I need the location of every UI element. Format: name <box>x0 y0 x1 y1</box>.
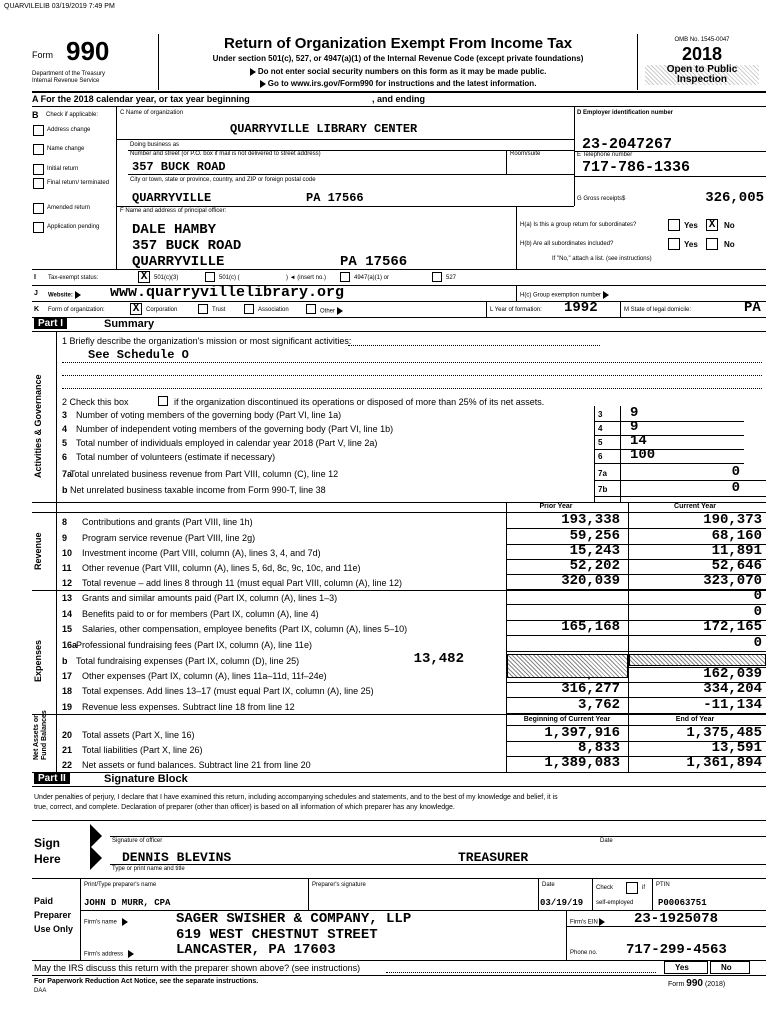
section-b-check-text: Check if applicable: <box>46 112 99 118</box>
arrow-icon <box>599 918 605 926</box>
money-line-text: Other revenue (Part VIII, column (A), lines 5, 6d, 8c, 9c, 10c, and 11e) <box>82 563 361 573</box>
city-label: City or town, state or province, country, and ZIP or foreign postal code <box>130 177 316 183</box>
officer-street: 357 BUCK ROAD <box>132 238 242 254</box>
527-checkbox[interactable] <box>432 272 442 282</box>
gov-box-label: 5 <box>598 438 603 447</box>
sign-arrow-icon <box>90 824 102 848</box>
sign-label: Sign <box>34 836 60 850</box>
boy-value: 8,833 <box>577 740 620 756</box>
here-label: Here <box>34 852 61 866</box>
org-street: 357 BUCK ROAD <box>132 160 226 174</box>
ha-label: H(a) Is this a group return for subordinates? <box>520 222 637 228</box>
form-title: Return of Organization Exempt From Income Tax <box>223 35 573 52</box>
prep-name: JOHN D MURR, CPA <box>84 898 171 908</box>
side-expenses: Expenses <box>33 639 43 682</box>
prior-year-value: 320,039 <box>561 573 620 589</box>
arrow-icon <box>122 918 128 926</box>
section-b-checkbox[interactable] <box>33 164 44 175</box>
year-formed: 1992 <box>564 300 598 316</box>
ha-no-label: No <box>724 221 735 230</box>
section-b-item-label: Final return/ terminated <box>47 180 110 186</box>
gov-value: 0 <box>731 464 740 480</box>
hb-no-checkbox[interactable] <box>706 238 718 250</box>
current-year-value: 172,165 <box>703 619 762 635</box>
room-label: Room/suite <box>510 151 541 157</box>
eoy-header: End of Year <box>675 716 715 723</box>
section-b-checkbox[interactable] <box>33 125 44 136</box>
prior-year-value: 3,762 <box>577 697 620 713</box>
officer-name: DALE HAMBY <box>132 222 217 238</box>
if-label: if <box>642 885 645 891</box>
gov-value: 9 <box>630 419 639 435</box>
gov-value: 14 <box>630 433 647 449</box>
firm-ein: 23-1925078 <box>634 911 719 927</box>
firm-address-1: 619 WEST CHESTNUT STREET <box>176 927 378 943</box>
gov-line-number: b <box>62 485 68 495</box>
discuss-question: May the IRS discuss this return with the preparer shown above? (see instructions) <box>34 963 361 973</box>
type-name-label: Type or print name and title <box>112 866 185 872</box>
arrow-icon <box>603 291 609 299</box>
money-line-text: Total expenses. Add lines 13–17 (must equal Part IX, column (A), line 25) <box>82 686 374 696</box>
money-line-text: Professional fundraising fees (Part IX, column (A), line 11e) <box>76 640 312 650</box>
money-line-number: 11 <box>62 563 72 573</box>
part1-title: Summary <box>104 318 155 330</box>
domicile: PA <box>744 300 761 316</box>
paid-label: Paid <box>34 896 54 906</box>
ein: 23-2047267 <box>582 136 673 153</box>
prep-name-label: Print/Type preparer's name <box>84 882 157 888</box>
gov-line-text: Total unrelated business revenue from Part VIII, column (C), line 12 <box>70 469 339 479</box>
officer-city: QUARRYVILLE <box>132 254 225 270</box>
org-state-zip: PA 17566 <box>306 191 364 205</box>
prior-year-value: 165,168 <box>561 619 620 635</box>
line1-text: 1 Briefly describe the organization's mission or most significant activities: <box>62 336 352 346</box>
current-year-header: Current Year <box>674 503 716 510</box>
print-stamp: QUARVILELIB 03/19/2019 7:49 PM <box>4 3 115 10</box>
current-year-value: 68,160 <box>711 528 762 544</box>
money-line-text: Total fundraising expenses (Part IX, column (D), line 25) <box>76 656 300 666</box>
money-line-number: 15 <box>62 624 73 634</box>
sign-arrow-icon <box>90 846 102 870</box>
firm-name-label: Firm's name <box>84 918 128 926</box>
section-b-checkbox[interactable] <box>33 222 44 233</box>
line-k-text: Form of organization: <box>48 307 105 313</box>
org-name-label: C Name of organization <box>120 110 184 116</box>
prep-date: 03/19/19 <box>540 898 584 908</box>
side-net-assets: Net Assets or Fund Balances <box>33 710 48 760</box>
k-opt-corporation: Corporation <box>146 307 178 313</box>
hb-yes-label: Yes <box>684 240 698 249</box>
website[interactable]: www.quarryvillelibrary.org <box>110 284 345 301</box>
goto-note: Go to www.irs.gov/Form990 for instructions and the latest information. <box>160 79 636 88</box>
501c-label: 501(c) ( <box>219 275 240 281</box>
current-year-value: 0 <box>753 588 762 604</box>
discuss-no-box[interactable]: No <box>710 961 750 974</box>
money-line-text: Total revenue – add lines 8 through 11 (must equal Part VIII, column (A), line 12) <box>82 578 403 588</box>
gov-box-label: 3 <box>598 410 603 419</box>
form-subtitle: Under section 501(c), 527, or 4947(a)(1) of the Internal Revenue Code (except private foundations) <box>212 54 584 63</box>
side-revenue: Revenue <box>33 532 43 570</box>
hc-label: H(c) Group exemption number <box>520 291 609 299</box>
prior-year-value: 15,243 <box>569 543 620 559</box>
501c3-checkbox[interactable]: X <box>138 271 150 283</box>
firm-ein-label: Firm's EIN <box>570 918 605 926</box>
gov-line-number: 7a <box>62 469 73 479</box>
ein-label: D Employer identification number <box>577 110 674 116</box>
perjury-line2: true, correct, and complete. Declaration of preparer (other than officer) is based on all information of which preparer has any knowledge. <box>34 804 455 811</box>
other-checkbox[interactable] <box>306 304 316 314</box>
money-line-text: Salaries, other compensation, employee benefits (Part IX, column (A), lines 5–10) <box>82 624 408 634</box>
section-b-checkbox[interactable] <box>33 144 44 155</box>
prep-sig-label: Preparer's signature <box>312 882 366 888</box>
part2-title: Signature Block <box>104 773 188 785</box>
line-k-label: K <box>34 306 40 313</box>
gov-value: 9 <box>630 405 639 421</box>
firm-phone-label: Phone no. <box>570 950 598 956</box>
money-line-text: Investment income (Part VIII, column (A), lines 3, 4, and 7d) <box>82 548 321 558</box>
sig-date-label: Date <box>600 838 613 844</box>
money-line-text: Other expenses (Part IX, column (A), lines 11a–11d, 11f–24e) <box>82 671 327 681</box>
hb-no-label: No <box>724 240 735 249</box>
money-line-number: 10 <box>62 548 73 558</box>
gov-box-label: 7b <box>598 485 608 494</box>
current-year-value: 0 <box>753 604 762 620</box>
line-a: A For the 2018 calendar year, or tax year beginning <box>32 94 250 104</box>
money-line-text: Contributions and grants (Part VIII, line 1h) <box>82 517 253 527</box>
prep-date-label: Date <box>542 882 555 888</box>
4947-checkbox[interactable] <box>340 272 350 282</box>
section-b-item-label: Application pending <box>47 224 100 230</box>
ssn-note: Do not enter social security numbers on this form as it may be made public. <box>160 67 636 76</box>
gross-label: G Gross receipts$ <box>577 196 626 202</box>
line-j-text: Website: <box>48 291 81 299</box>
money-line-text: Benefits paid to or for members (Part IX, column (A), line 4) <box>82 609 319 619</box>
hb-yes-checkbox[interactable] <box>668 238 680 250</box>
section-b-item-label: Amended return <box>47 205 91 211</box>
ha-yes-label: Yes <box>684 221 698 230</box>
part1-label: Part I <box>34 318 67 329</box>
net-line-number: 22 <box>62 760 73 770</box>
gov-line-text: Number of voting members of the governing body (Part VI, line 1a) <box>76 410 342 420</box>
current-year-value: 323,070 <box>703 573 762 589</box>
current-year-value: 334,204 <box>703 681 762 697</box>
street-label: Number and street (or P.O. box if mail is not delivered to street address) <box>130 151 321 157</box>
prior-year-header: Prior Year <box>539 503 573 510</box>
dept-treasury: Department of the Treasury <box>32 71 106 77</box>
current-year-value: -11,134 <box>703 697 762 713</box>
arrow-icon <box>260 80 266 88</box>
sig-officer-label: Signature of officer <box>112 838 163 844</box>
boy-value: 1,397,916 <box>544 725 620 741</box>
line-a-ending: , and ending <box>372 94 425 104</box>
gov-value: 100 <box>630 447 656 463</box>
section-b-checkbox[interactable] <box>33 178 44 189</box>
money-line-number: 13 <box>62 593 73 603</box>
omb-number: OMB No. 1545-0047 <box>674 37 730 43</box>
officer-signer: DENNIS BLEVINS <box>122 850 232 865</box>
org-phone: 717-786-1336 <box>582 159 691 176</box>
use-only-label: Use Only <box>34 924 74 934</box>
discuss-yes-box[interactable]: Yes <box>664 961 708 974</box>
part2-label: Part II <box>34 773 70 784</box>
form-word: Form <box>32 50 53 60</box>
money-line-number: b <box>62 656 68 666</box>
org-city: QUARRYVILLE <box>132 191 212 205</box>
gross-receipts: 326,005 <box>705 190 764 206</box>
money-line-number: 8 <box>62 517 68 527</box>
gov-line-text: Total number of volunteers (estimate if necessary) <box>76 452 276 462</box>
eoy-value: 1,361,894 <box>686 755 762 771</box>
arrow-icon <box>337 307 343 315</box>
money-line-number: 18 <box>62 686 73 696</box>
arrow-icon <box>250 68 256 76</box>
gov-line-number: 4 <box>62 424 68 434</box>
ptin-label: PTIN <box>656 882 670 888</box>
firm-phone: 717-299-4563 <box>626 942 727 958</box>
money-line-number: 9 <box>62 533 68 543</box>
self-employed-label: self-employed <box>596 900 634 906</box>
tax-year: 2018 <box>681 44 723 64</box>
boy-header: Beginning of Current Year <box>523 716 611 723</box>
gov-line-text: Number of independent voting members of the governing body (Part VI, line 1b) <box>76 424 394 434</box>
current-year-value: 52,646 <box>711 558 762 574</box>
gov-line-number: 5 <box>62 438 68 448</box>
line2-text-b: if the organization discontinued its operations or disposed of more than 25% of its net assets. <box>174 397 545 407</box>
ha-yes-checkbox[interactable] <box>668 219 680 231</box>
line-i-text: Tax-exempt status: <box>48 275 99 281</box>
gov-line-number: 6 <box>62 452 68 462</box>
section-b-checkbox[interactable] <box>33 203 44 214</box>
prior-year-value: 59,256 <box>569 528 620 544</box>
section-b-label: B <box>32 110 39 120</box>
corporation-checkbox[interactable]: X <box>130 303 142 315</box>
gov-line-number: 3 <box>62 410 68 420</box>
section-b-item-label: Name change <box>47 146 85 152</box>
paperwork-notice: For Paperwork Reduction Act Notice, see the separate instructions. <box>34 978 259 985</box>
net-line-text: Net assets or fund balances. Subtract line 21 from line 20 <box>82 760 311 770</box>
eoy-value: 13,591 <box>711 740 762 756</box>
mission: See Schedule O <box>88 348 189 362</box>
money-line-number: 16a <box>62 640 78 650</box>
firm-name: SAGER SWISHER & COMPANY, LLP <box>176 911 412 927</box>
501c-checkbox[interactable] <box>205 272 215 282</box>
officer-label: F Name and address of principal officer: <box>120 208 227 214</box>
side-gov: Activities & Governance <box>33 374 43 478</box>
dept-irs: Internal Revenue Service <box>32 78 100 84</box>
daa: DAA <box>34 988 47 994</box>
arrow-icon <box>128 950 134 958</box>
preparer-label: Preparer <box>34 910 72 920</box>
formation-label: L Year of formation: <box>490 307 542 313</box>
open-to-public: Open to Public Inspection <box>645 65 759 85</box>
money-line-number: 17 <box>62 671 73 681</box>
gov-line-text: Net unrelated business taxable income from Form 990-T, line 38 <box>70 485 326 495</box>
check-label: Check <box>596 885 614 891</box>
gov-box-label: 7a <box>598 469 607 478</box>
money-line-number: 14 <box>62 609 73 619</box>
k-opt-trust: Trust <box>212 307 226 313</box>
net-line-number: 21 <box>62 745 73 755</box>
net-line-number: 20 <box>62 730 73 740</box>
prior-year-value: 52,202 <box>569 558 620 574</box>
hb-note: If "No," attach a list. (see instructions) <box>552 256 652 262</box>
section-b-item-label: Address change <box>47 127 91 133</box>
trust-checkbox[interactable] <box>198 304 208 314</box>
gov-line-text: Total number of individuals employed in calendar year 2018 (Part V, line 2a) <box>76 438 378 448</box>
domicile-label: M State of legal domicile: <box>624 307 692 313</box>
line-j-label: J <box>34 290 38 297</box>
dba-label: Doing business as <box>130 142 180 148</box>
section-b-item-label: Initial return <box>47 166 79 172</box>
officer-state: PA 17566 <box>340 254 408 270</box>
perjury-line1: Under penalties of perjury, I declare that I have examined this return, including accompanying schedules and statements, and to the best of my knowledge and belief, it is <box>34 794 558 801</box>
current-year-value: 162,039 <box>703 666 762 682</box>
footer-form: Form 990 (2018) <box>668 978 726 989</box>
current-year-value: 11,891 <box>711 543 762 559</box>
phone-label: E Telephone number <box>577 152 633 158</box>
gov-box-label: 6 <box>598 452 603 461</box>
self-employed-checkbox[interactable] <box>626 882 638 894</box>
association-checkbox[interactable] <box>244 304 254 314</box>
firm-address-2: LANCASTER, PA 17603 <box>176 942 336 958</box>
arrow-icon <box>75 291 81 299</box>
net-line-text: Total assets (Part X, line 16) <box>82 730 195 740</box>
money-line-text: Program service revenue (Part VIII, line 2g) <box>82 533 256 543</box>
boy-value: 1,389,083 <box>544 755 620 771</box>
money-line-number: 12 <box>62 578 73 588</box>
prior-year-value: 193,338 <box>561 512 620 528</box>
527-label: 527 <box>446 275 457 281</box>
hb-label: H(b) Are all subordinates included? <box>520 241 614 247</box>
org-name: QUARRYVILLE LIBRARY CENTER <box>230 122 418 136</box>
money-line-text: Grants and similar amounts paid (Part IX, column (A), lines 1–3) <box>82 593 338 603</box>
501c-insert: ) ◄ (insert no.) <box>286 275 326 281</box>
gov-value: 0 <box>731 480 740 496</box>
money-line-text: Revenue less expenses. Subtract line 18 from line 12 <box>82 702 295 712</box>
line2-text: 2 Check this box <box>62 397 129 407</box>
fundraising-total: 13,482 <box>413 651 464 667</box>
discontinued-checkbox[interactable] <box>158 396 168 406</box>
501c3-label: 501(c)(3) <box>154 275 179 281</box>
firm-address-label: Firm's address <box>84 950 134 958</box>
4947-label: 4947(a)(1) or <box>354 275 390 281</box>
net-line-text: Total liabilities (Part X, line 26) <box>82 745 203 755</box>
eoy-value: 1,375,485 <box>686 725 762 741</box>
officer-title: TREASURER <box>458 850 529 865</box>
current-year-value: 190,373 <box>703 512 762 528</box>
form-number: 990 <box>66 36 110 66</box>
prior-year-value: 316,277 <box>561 681 620 697</box>
current-year-value: 0 <box>753 635 762 651</box>
gov-box-label: 4 <box>598 424 603 433</box>
prep-ptin: P00063751 <box>658 898 707 908</box>
money-line-number: 19 <box>62 702 73 712</box>
k-opt-association: Association <box>258 307 289 313</box>
ha-no-checkbox[interactable]: X <box>706 219 718 231</box>
line-i-label: I <box>34 274 36 281</box>
k-opt-other: Other <box>320 307 343 315</box>
